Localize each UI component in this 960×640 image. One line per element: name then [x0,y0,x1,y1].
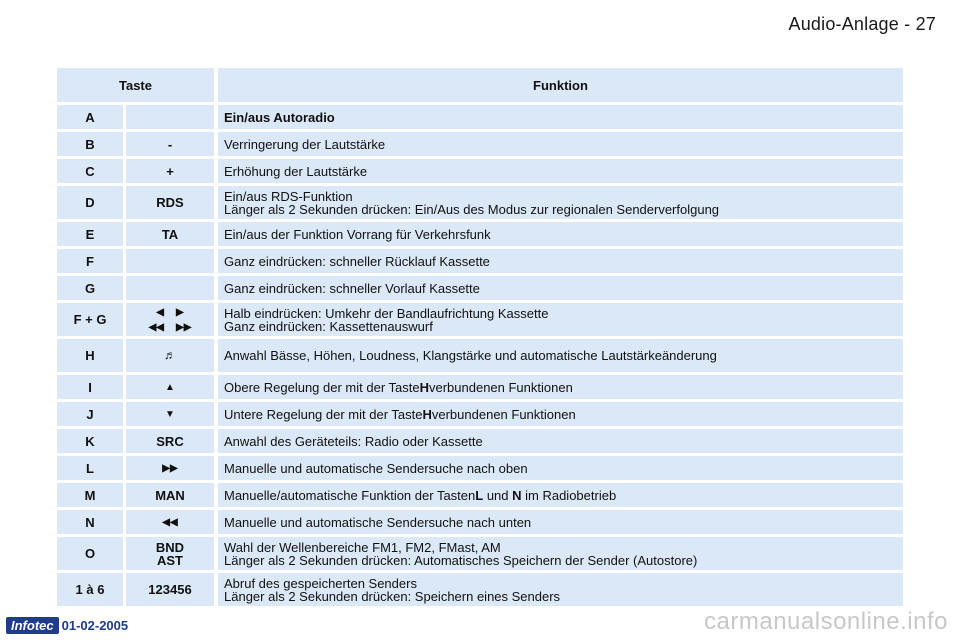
symbol-cell: - [126,132,214,156]
function-line: Ganz eindrücken: Kassettenauswurf [224,318,433,334]
symbol-line: AST [156,552,183,568]
key-cell: G [57,276,123,300]
function-cell: Ein/aus der Funktion Vorrang für Verkehrsfunk [218,222,903,246]
rewind-icon: ◀◀ [148,321,164,333]
function-cell: Ganz eindrücken: schneller Vorlauf Kassette [218,276,903,300]
table-row [57,186,903,219]
table-header [57,68,903,102]
table-row [57,303,903,336]
table-row [57,456,903,480]
key-cell: A [57,105,123,129]
function-key-ref: L [475,487,484,503]
function-key-ref: H [422,406,432,422]
function-cell: Manuelle und automatische Sendersuche nach unten [218,510,903,534]
header-taste: Taste [57,68,214,102]
footer-date: 01-02-2005 [61,618,129,633]
function-text: und [483,487,513,503]
symbol-cell: RDS [126,186,214,219]
key-cell: O [57,537,123,570]
symbol-cell [126,105,214,129]
table-row [57,429,903,453]
key-cell: M [57,483,123,507]
function-cell: Verringerung der Lautstärke [218,132,903,156]
function-line: Halb eindrücken: Umkehr der Bandlaufrichtung Kassette [224,305,549,321]
symbol-cell [126,402,214,426]
function-text: verbundenen Funktionen [431,406,576,422]
function-cell: Erhöhung der Lautstärke [218,159,903,183]
function-line: Länger als 2 Sekunden drücken: Automatisches Speichern der Sender (Autostore) [224,552,698,568]
symbol-cell: SRC [126,429,214,453]
key-cell: F [57,249,123,273]
symbol-cell [126,456,214,480]
function-text: Untere Regelung der mit der Taste [224,406,423,422]
table-row [57,222,903,246]
symbol-cell: + [126,159,214,183]
function-cell [218,573,903,606]
table-row [57,402,903,426]
function-text: Obere Regelung der mit der Taste [224,379,420,395]
table-row [57,276,903,300]
fast-forward-icon: ▶▶ [162,462,178,474]
function-cell: Manuelle und automatische Sendersuche nach oben [218,456,903,480]
table-row [57,537,903,570]
table-row [57,132,903,156]
symbol-line: BND [155,539,185,555]
key-cell: H [57,339,123,372]
function-line: Ein/aus RDS-Funktion [224,188,353,204]
function-cell [218,375,903,399]
symbol-cell [126,375,214,399]
symbol-cell [126,249,214,273]
key-cell: J [57,402,123,426]
symbol-cell: MAN [126,483,214,507]
function-table [57,68,903,606]
arrow-up-icon: ▲ [165,381,175,393]
fast-forward-icon: ▶▶ [176,321,192,333]
function-cell: Ein/aus Autoradio [218,105,903,129]
function-key-ref: N [512,487,522,503]
function-cell [218,303,903,336]
function-cell: Ganz eindrücken: schneller Rücklauf Kassette [218,249,903,273]
symbol-cell [126,276,214,300]
key-cell: D [57,186,123,219]
table-row [57,339,903,372]
table-row [57,510,903,534]
function-cell: Anwahl Bässe, Höhen, Loudness, Klangstärke und automatische Lautstärkeänderung [218,339,903,372]
function-text: im Radiobetrieb [521,487,617,503]
key-cell: C [57,159,123,183]
function-line: Abruf des gespeicherten Senders [224,575,417,591]
function-text: Manuelle/automatische Funktion der Tasten [224,487,476,503]
key-cell: E [57,222,123,246]
table-row [57,105,903,129]
symbol-cell [126,303,214,336]
function-cell [218,402,903,426]
function-cell: Anwahl des Geräteteils: Radio oder Kassette [218,429,903,453]
symbol-cell [126,537,214,570]
rewind-icon: ◀◀ [162,516,178,528]
function-cell [218,186,903,219]
key-cell: I [57,375,123,399]
footer [6,617,128,634]
key-cell: L [57,456,123,480]
function-key-ref: H [419,379,429,395]
symbol-cell: 123456 [126,573,214,606]
function-line: Länger als 2 Sekunden drücken: Speichern eines Senders [224,588,561,604]
infotec-logo: Infotec [6,617,59,634]
symbol-cell [126,339,214,372]
function-line: Länger als 2 Sekunden drücken: Ein/Aus des Modus zur regionalen Senderverfolgung [224,201,720,217]
function-cell [218,483,903,507]
watermark: carmanualsonline.info [704,608,948,635]
header-funktion: Funktion [218,68,903,102]
arrow-left-icon: ◀ [156,306,164,318]
table-row [57,573,903,606]
table-row [57,375,903,399]
function-cell [218,537,903,570]
music-note-icon: ♬ [164,348,176,362]
arrow-right-icon: ▶ [176,306,184,318]
page-title: Audio-Anlage - 27 [788,14,936,34]
key-cell: B [57,132,123,156]
table-row [57,483,903,507]
table-row [57,159,903,183]
key-cell: N [57,510,123,534]
function-text: verbundenen Funktionen [428,379,573,395]
table-row [57,249,903,273]
key-cell: F + G [57,303,123,336]
symbol-cell [126,510,214,534]
key-cell: 1 à 6 [57,573,123,606]
key-cell: K [57,429,123,453]
function-line: Wahl der Wellenbereiche FM1, FM2, FMast, AM [224,539,501,555]
arrow-down-icon: ▼ [165,408,175,420]
symbol-cell: TA [126,222,214,246]
